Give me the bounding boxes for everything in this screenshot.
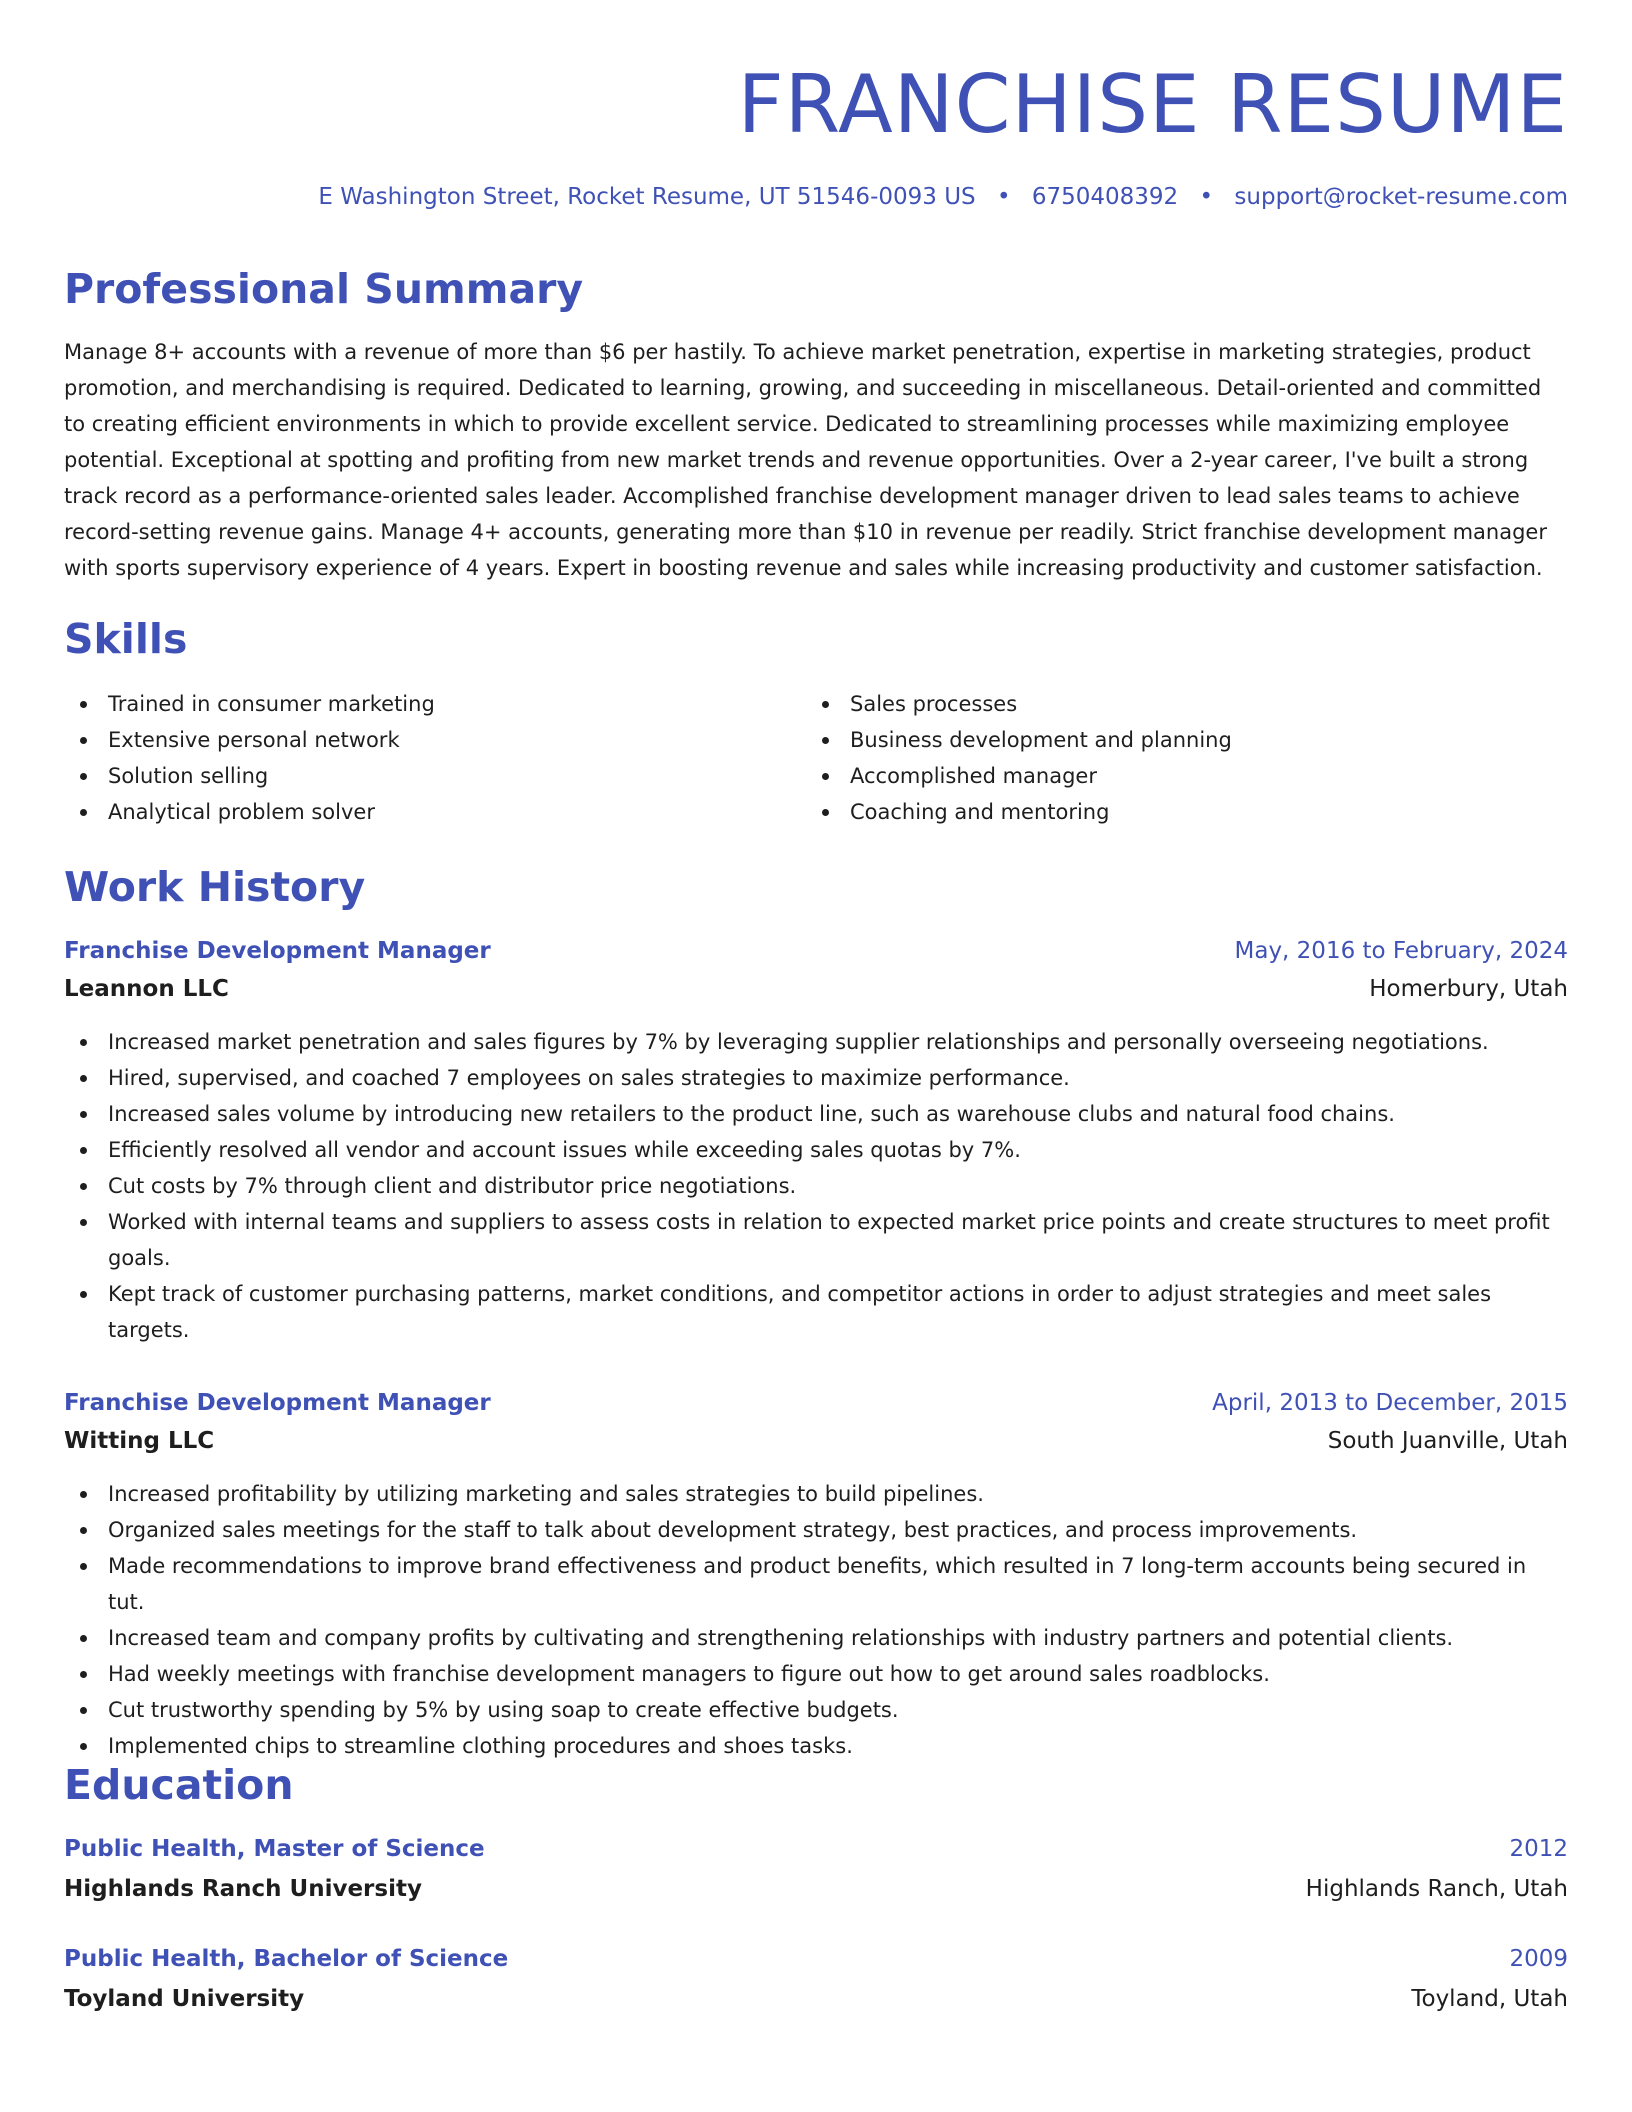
job-bullet: Kept track of customer purchasing patterns, market conditions, and competitor actions in order to adjust strategies and meet sales targets.: [64, 1276, 1568, 1348]
skills-list: [64, 686, 1568, 830]
skill-item: Analytical problem solver: [64, 794, 806, 830]
job-location: Homerbury, Utah: [1369, 976, 1568, 1002]
section-heading-work-history: Work History: [64, 863, 366, 911]
job-bullet: Organized sales meetings for the staff to talk about development strategy, best practices, and process improvements.: [64, 1512, 1568, 1548]
job-bullets: [64, 1024, 1568, 1348]
job-location: South Juanville, Utah: [1327, 1428, 1568, 1454]
education-header-row: [64, 1940, 1568, 1978]
skill-item: Business development and planning: [806, 722, 1548, 758]
resume-page: [64, 0, 1568, 2012]
contact-phone[interactable]: 6750408392: [1031, 184, 1179, 210]
education-school: Highlands Ranch University: [64, 1876, 422, 1902]
job-company: Leannon LLC: [64, 976, 229, 1002]
contact-line: [64, 182, 1568, 212]
summary-text: Manage 8+ accounts with a revenue of more than $6 per hastily. To achieve market penetration, expertise in marketing strategies, product promotion, and merchandising is required. Dedicated to learning, growing, and succeeding in miscellaneous. Detail-oriented and committed to creating efficient environments in which to provide excellent service. Dedicated to streamlining processes while maximizing employee potential. Exceptional at spotting and profiting from new market trends and revenue opportunities. Over a 2-year career, I've built a strong track record as a performance-oriented sales leader. Accomplished franchise development manager driven to lead sales teams to achieve record-setting revenue gains. Manage 4+ accounts, generating more than $10 in revenue per readily. Strict franchise development manager with sports supervisory experience of 4 years. Expert in boosting revenue and sales while increasing productivity and customer satisfaction.: [64, 340, 1547, 580]
job-bullet: Implemented chips to streamline clothing procedures and shoes tasks.: [64, 1728, 1568, 1764]
job-title: Franchise Development Manager: [64, 938, 491, 964]
education-school-row: [64, 1870, 1568, 1908]
job-company-row: [64, 970, 1568, 1008]
job-bullet: Made recommendations to improve brand effectiveness and product benefits, which resulted in 7 long-term accounts being secured in tut.: [64, 1548, 1568, 1620]
job-entry: [64, 932, 1568, 1348]
contact-address: E Washington Street, Rocket Resume, UT 51546-0093 US: [318, 184, 976, 210]
job-company-row: [64, 1422, 1568, 1460]
education-school: Toyland University: [64, 1986, 305, 2012]
education-year: 2009: [1509, 1946, 1568, 1972]
section-heading-professional-summary: Professional Summary: [64, 265, 584, 313]
job-bullet: Cut costs by 7% through client and distributor price negotiations.: [64, 1168, 1568, 1204]
job-bullet: Increased team and company profits by cultivating and strengthening relationships with industry partners and potential clients.: [64, 1620, 1568, 1656]
skill-item: Sales processes: [806, 686, 1548, 722]
job-bullet: Worked with internal teams and suppliers to assess costs in relation to expected market price points and create structures to meet profit goals.: [64, 1204, 1568, 1276]
contact-email[interactable]: support@rocket-resume.com: [1234, 184, 1568, 210]
job-bullet: Increased sales volume by introducing new retailers to the product line, such as warehouse clubs and natural food chains.: [64, 1096, 1568, 1132]
education-degree: Public Health, Bachelor of Science: [64, 1946, 509, 1972]
job-bullet: Increased profitability by utilizing marketing and sales strategies to build pipelines.: [64, 1476, 1568, 1512]
resume-title: FRANCHISE RESUME: [737, 58, 1568, 151]
job-entry: [64, 1384, 1568, 1764]
education-entry: [64, 1830, 1568, 1908]
section-heading-skills: Skills: [64, 615, 188, 663]
job-title: Franchise Development Manager: [64, 1390, 491, 1416]
job-header-row: [64, 1384, 1568, 1422]
education-year: 2012: [1509, 1836, 1568, 1862]
skill-item: Coaching and mentoring: [806, 794, 1548, 830]
skill-item: Trained in consumer marketing: [64, 686, 806, 722]
education-location: Toyland, Utah: [1411, 1986, 1568, 2012]
job-company: Witting LLC: [64, 1428, 215, 1454]
job-bullets: [64, 1476, 1568, 1764]
section-heading-education: Education: [64, 1761, 294, 1809]
skill-item: Solution selling: [64, 758, 806, 794]
job-header-row: [64, 932, 1568, 970]
contact-separator: •: [1199, 184, 1214, 210]
education-school-row: [64, 1980, 1568, 2018]
contact-separator: •: [996, 184, 1011, 210]
job-dates: April, 2013 to December, 2015: [1212, 1390, 1568, 1416]
job-dates: May, 2016 to February, 2024: [1234, 938, 1568, 964]
skill-item: Extensive personal network: [64, 722, 806, 758]
education-degree: Public Health, Master of Science: [64, 1836, 485, 1862]
skill-item: Accomplished manager: [806, 758, 1548, 794]
job-bullet: Increased market penetration and sales figures by 7% by leveraging supplier relationships and personally overseeing negotiations.: [64, 1024, 1568, 1060]
job-bullet: Cut trustworthy spending by 5% by using soap to create effective budgets.: [64, 1692, 1568, 1728]
job-bullet: Hired, supervised, and coached 7 employees on sales strategies to maximize performance.: [64, 1060, 1568, 1096]
education-location: Highlands Ranch, Utah: [1305, 1876, 1568, 1902]
skills-column-right: [806, 686, 1548, 830]
education-header-row: [64, 1830, 1568, 1868]
skills-column-left: [64, 686, 806, 830]
job-bullet: Had weekly meetings with franchise development managers to figure out how to get around sales roadblocks.: [64, 1656, 1568, 1692]
job-bullet: Efficiently resolved all vendor and account issues while exceeding sales quotas by 7%.: [64, 1132, 1568, 1168]
education-entry: [64, 1940, 1568, 2018]
